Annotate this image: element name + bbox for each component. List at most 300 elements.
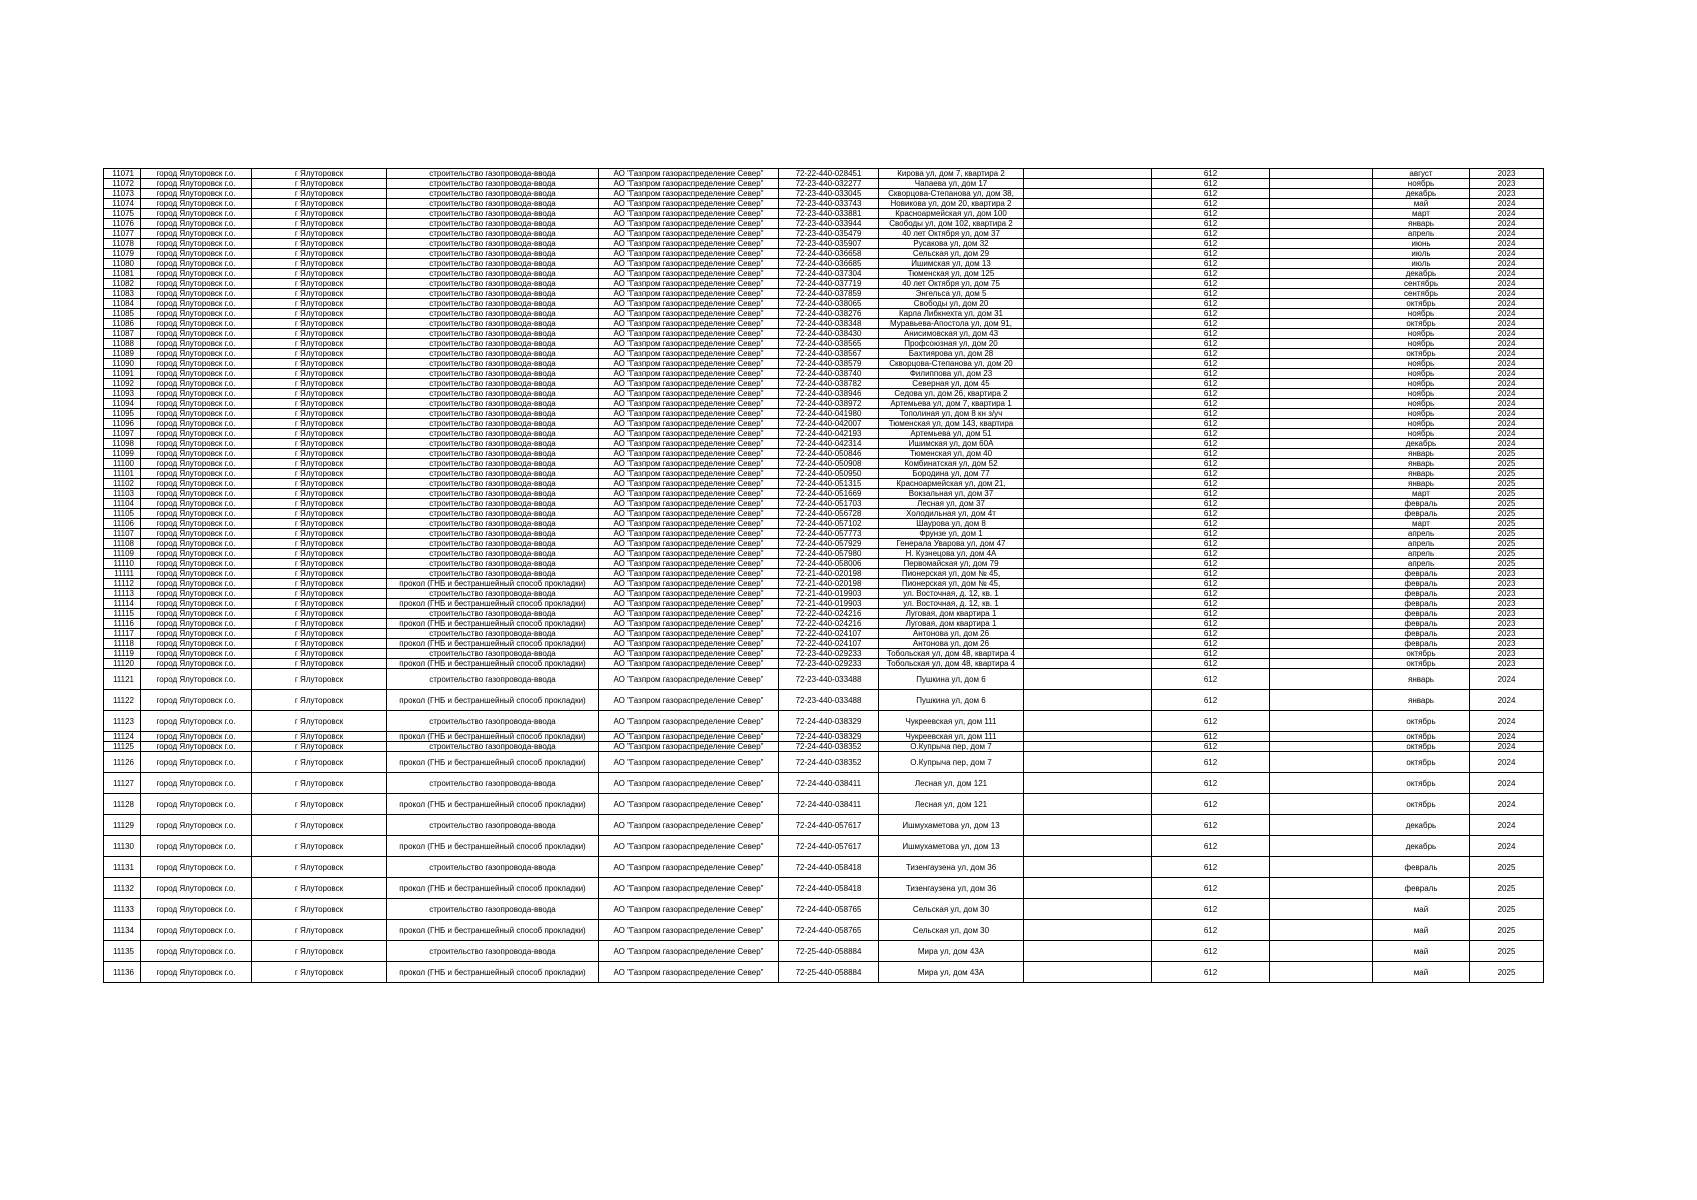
cell-municipality: город Ялуторовск г.о.: [141, 941, 252, 962]
cell-address: Пионерская ул, дом № 45,: [879, 579, 1024, 589]
cell-year: 2025: [1470, 920, 1544, 941]
cell-settlement: г Ялуторовск: [252, 399, 387, 409]
cell-municipality: город Ялуторовск г.о.: [141, 259, 252, 269]
cell-empty-col-b: [1270, 857, 1373, 878]
cell-settlement: г Ялуторовск: [252, 742, 387, 752]
cell-settlement: г Ялуторовск: [252, 609, 387, 619]
cell-settlement: г Ялуторовск: [252, 349, 387, 359]
cell-request-number: 72-24-440-038782: [779, 379, 879, 389]
cell-empty-col-b: [1270, 189, 1373, 199]
cell-empty-col-b: [1270, 299, 1373, 309]
cell-organization: АО "Газпром газораспределение Север": [599, 509, 779, 519]
cell-row-number: 11089: [104, 349, 141, 359]
cell-empty-col-a: [1024, 349, 1152, 359]
cell-work-type: прокол (ГНБ и бестраншейный способ прокладки): [387, 732, 599, 742]
cell-organization: АО "Газпром газораспределение Север": [599, 639, 779, 649]
cell-year: 2025: [1470, 489, 1544, 499]
cell-row-number: 11095: [104, 409, 141, 419]
cell-year: 2023: [1470, 629, 1544, 639]
cell-empty-col-b: [1270, 239, 1373, 249]
cell-month: февраль: [1373, 619, 1470, 629]
cell-request-number: 72-23-440-033881: [779, 209, 879, 219]
cell-municipality: город Ялуторовск г.о.: [141, 179, 252, 189]
cell-address: Пионерская ул, дом № 45,: [879, 569, 1024, 579]
cell-year: 2024: [1470, 836, 1544, 857]
cell-settlement: г Ялуторовск: [252, 249, 387, 259]
cell-value: 612: [1152, 399, 1270, 409]
cell-year: 2025: [1470, 519, 1544, 529]
cell-value: 612: [1152, 359, 1270, 369]
cell-settlement: г Ялуторовск: [252, 836, 387, 857]
cell-request-number: 72-24-440-058765: [779, 899, 879, 920]
cell-empty-col-a: [1024, 899, 1152, 920]
cell-year: 2024: [1470, 229, 1544, 239]
cell-month: декабрь: [1373, 815, 1470, 836]
cell-row-number: 11081: [104, 269, 141, 279]
table-row: [104, 742, 1544, 752]
cell-year: 2024: [1470, 199, 1544, 209]
cell-municipality: город Ялуторовск г.о.: [141, 379, 252, 389]
cell-row-number: 11106: [104, 519, 141, 529]
cell-organization: АО "Газпром газораспределение Север": [599, 742, 779, 752]
cell-row-number: 11093: [104, 389, 141, 399]
cell-municipality: город Ялуторовск г.о.: [141, 794, 252, 815]
cell-work-type: строительство газопровода-ввода: [387, 249, 599, 259]
table-row: [104, 519, 1544, 529]
cell-address: 40 лет Октября ул, дом 75: [879, 279, 1024, 289]
cell-month: февраль: [1373, 609, 1470, 619]
cell-address: Тобольская ул, дом 48, квартира 4: [879, 649, 1024, 659]
cell-empty-col-a: [1024, 299, 1152, 309]
cell-request-number: 72-24-440-057980: [779, 549, 879, 559]
cell-request-number: 72-24-440-058418: [779, 878, 879, 899]
cell-request-number: 72-23-440-033488: [779, 690, 879, 711]
cell-work-type: строительство газопровода-ввода: [387, 289, 599, 299]
cell-year: 2024: [1470, 309, 1544, 319]
cell-year: 2024: [1470, 379, 1544, 389]
cell-settlement: г Ялуторовск: [252, 459, 387, 469]
cell-empty-col-b: [1270, 815, 1373, 836]
cell-work-type: строительство газопровода-ввода: [387, 742, 599, 752]
cell-work-type: прокол (ГНБ и бестраншейный способ прокладки): [387, 878, 599, 899]
cell-empty-col-a: [1024, 169, 1152, 179]
cell-settlement: г Ялуторовск: [252, 279, 387, 289]
cell-empty-col-a: [1024, 690, 1152, 711]
cell-address: Тюменская ул, дом 40: [879, 449, 1024, 459]
cell-empty-col-b: [1270, 920, 1373, 941]
cell-value: 612: [1152, 449, 1270, 459]
cell-empty-col-b: [1270, 899, 1373, 920]
cell-value: 612: [1152, 609, 1270, 619]
cell-empty-col-a: [1024, 549, 1152, 559]
cell-year: 2023: [1470, 579, 1544, 589]
cell-settlement: г Ялуторовск: [252, 920, 387, 941]
cell-empty-col-b: [1270, 529, 1373, 539]
cell-row-number: 11136: [104, 962, 141, 983]
cell-request-number: 72-22-440-028451: [779, 169, 879, 179]
cell-municipality: город Ялуторовск г.о.: [141, 559, 252, 569]
cell-year: 2024: [1470, 349, 1544, 359]
cell-organization: АО "Газпром газораспределение Север": [599, 279, 779, 289]
cell-empty-col-a: [1024, 629, 1152, 639]
cell-year: 2025: [1470, 539, 1544, 549]
cell-year: 2024: [1470, 209, 1544, 219]
cell-settlement: г Ялуторовск: [252, 319, 387, 329]
cell-row-number: 11099: [104, 449, 141, 459]
cell-organization: АО "Газпром газораспределение Север": [599, 479, 779, 489]
table-row: [104, 639, 1544, 649]
cell-request-number: 72-24-440-050908: [779, 459, 879, 469]
cell-empty-col-b: [1270, 459, 1373, 469]
cell-empty-col-a: [1024, 479, 1152, 489]
cell-year: 2024: [1470, 742, 1544, 752]
cell-row-number: 11129: [104, 815, 141, 836]
table-row: [104, 259, 1544, 269]
cell-row-number: 11091: [104, 369, 141, 379]
cell-value: 612: [1152, 209, 1270, 219]
cell-work-type: строительство газопровода-ввода: [387, 499, 599, 509]
cell-work-type: строительство газопровода-ввода: [387, 489, 599, 499]
cell-row-number: 11071: [104, 169, 141, 179]
cell-municipality: город Ялуторовск г.о.: [141, 219, 252, 229]
cell-work-type: строительство газопровода-ввода: [387, 169, 599, 179]
table-row: [104, 169, 1544, 179]
cell-row-number: 11077: [104, 229, 141, 239]
cell-year: 2024: [1470, 752, 1544, 773]
cell-value: 612: [1152, 439, 1270, 449]
cell-settlement: г Ялуторовск: [252, 519, 387, 529]
cell-value: 612: [1152, 899, 1270, 920]
cell-municipality: город Ялуторовск г.о.: [141, 389, 252, 399]
cell-row-number: 11113: [104, 589, 141, 599]
cell-request-number: 72-23-440-035479: [779, 229, 879, 239]
cell-empty-col-b: [1270, 379, 1373, 389]
cell-address: Артемьева ул, дом 7, квартира 1: [879, 399, 1024, 409]
table-row: [104, 669, 1544, 690]
cell-municipality: город Ялуторовск г.о.: [141, 209, 252, 219]
table-row: [104, 920, 1544, 941]
cell-address: Генерала Уварова ул, дом 47: [879, 539, 1024, 549]
cell-empty-col-b: [1270, 399, 1373, 409]
cell-year: 2025: [1470, 509, 1544, 519]
cell-work-type: строительство газопровода-ввода: [387, 219, 599, 229]
cell-empty-col-a: [1024, 539, 1152, 549]
cell-month: декабрь: [1373, 439, 1470, 449]
cell-request-number: 72-24-440-057773: [779, 529, 879, 539]
cell-municipality: город Ялуторовск г.о.: [141, 499, 252, 509]
cell-month: ноябрь: [1373, 179, 1470, 189]
cell-municipality: город Ялуторовск г.о.: [141, 899, 252, 920]
cell-organization: АО "Газпром газораспределение Север": [599, 309, 779, 319]
cell-work-type: строительство газопровода-ввода: [387, 389, 599, 399]
cell-empty-col-a: [1024, 259, 1152, 269]
cell-work-type: строительство газопровода-ввода: [387, 279, 599, 289]
cell-row-number: 11121: [104, 669, 141, 690]
cell-settlement: г Ялуторовск: [252, 449, 387, 459]
cell-work-type: строительство газопровода-ввода: [387, 519, 599, 529]
cell-month: май: [1373, 199, 1470, 209]
cell-month: октябрь: [1373, 319, 1470, 329]
cell-organization: АО "Газпром газораспределение Север": [599, 499, 779, 509]
cell-work-type: прокол (ГНБ и бестраншейный способ прокладки): [387, 836, 599, 857]
cell-row-number: 11120: [104, 659, 141, 669]
cell-value: 612: [1152, 339, 1270, 349]
cell-request-number: 72-24-440-058418: [779, 857, 879, 878]
table-row: [104, 690, 1544, 711]
cell-work-type: прокол (ГНБ и бестраншейный способ прокладки): [387, 619, 599, 629]
cell-value: 612: [1152, 752, 1270, 773]
table-row: [104, 857, 1544, 878]
cell-row-number: 11100: [104, 459, 141, 469]
cell-empty-col-b: [1270, 509, 1373, 519]
cell-settlement: г Ялуторовск: [252, 857, 387, 878]
cell-year: 2024: [1470, 711, 1544, 732]
cell-organization: АО "Газпром газораспределение Север": [599, 229, 779, 239]
cell-year: 2023: [1470, 179, 1544, 189]
cell-year: 2023: [1470, 619, 1544, 629]
cell-organization: АО "Газпром газораспределение Север": [599, 878, 779, 899]
cell-row-number: 11124: [104, 732, 141, 742]
cell-work-type: строительство газопровода-ввода: [387, 309, 599, 319]
cell-municipality: город Ялуторовск г.о.: [141, 279, 252, 289]
table-row: [104, 379, 1544, 389]
cell-settlement: г Ялуторовск: [252, 539, 387, 549]
cell-year: 2024: [1470, 669, 1544, 690]
cell-value: 612: [1152, 649, 1270, 659]
cell-organization: АО "Газпром газораспределение Север": [599, 629, 779, 639]
cell-municipality: город Ялуторовск г.о.: [141, 857, 252, 878]
cell-value: 612: [1152, 419, 1270, 429]
cell-organization: АО "Газпром газораспределение Север": [599, 773, 779, 794]
cell-address: Фрунзе ул, дом 1: [879, 529, 1024, 539]
cell-empty-col-b: [1270, 199, 1373, 209]
cell-empty-col-a: [1024, 669, 1152, 690]
cell-work-type: строительство газопровода-ввода: [387, 259, 599, 269]
cell-organization: АО "Газпром газораспределение Север": [599, 836, 779, 857]
cell-month: январь: [1373, 219, 1470, 229]
cell-empty-col-a: [1024, 379, 1152, 389]
cell-request-number: 72-23-440-033045: [779, 189, 879, 199]
cell-work-type: строительство газопровода-ввода: [387, 359, 599, 369]
cell-empty-col-a: [1024, 499, 1152, 509]
cell-request-number: 72-24-440-038065: [779, 299, 879, 309]
table-row: [104, 459, 1544, 469]
cell-empty-col-a: [1024, 659, 1152, 669]
cell-empty-col-a: [1024, 179, 1152, 189]
cell-work-type: строительство газопровода-ввода: [387, 815, 599, 836]
cell-municipality: город Ялуторовск г.о.: [141, 599, 252, 609]
cell-request-number: 72-23-440-029233: [779, 659, 879, 669]
table-row: [104, 619, 1544, 629]
cell-month: февраль: [1373, 599, 1470, 609]
cell-settlement: г Ялуторовск: [252, 815, 387, 836]
table-row: [104, 249, 1544, 259]
cell-address: Ишимская ул, дом 13: [879, 259, 1024, 269]
cell-year: 2024: [1470, 279, 1544, 289]
cell-year: 2023: [1470, 609, 1544, 619]
cell-month: май: [1373, 941, 1470, 962]
cell-empty-col-a: [1024, 742, 1152, 752]
cell-empty-col-a: [1024, 459, 1152, 469]
cell-work-type: строительство газопровода-ввода: [387, 199, 599, 209]
cell-municipality: город Ялуторовск г.о.: [141, 569, 252, 579]
cell-request-number: 72-24-440-056728: [779, 509, 879, 519]
cell-value: 612: [1152, 962, 1270, 983]
cell-year: 2024: [1470, 399, 1544, 409]
cell-empty-col-b: [1270, 690, 1373, 711]
cell-row-number: 11084: [104, 299, 141, 309]
cell-year: 2024: [1470, 732, 1544, 742]
cell-request-number: 72-25-440-058884: [779, 941, 879, 962]
cell-empty-col-b: [1270, 279, 1373, 289]
table-row: [104, 962, 1544, 983]
cell-month: ноябрь: [1373, 379, 1470, 389]
table-row: [104, 489, 1544, 499]
cell-month: сентябрь: [1373, 289, 1470, 299]
cell-address: Муравьева-Апостола ул, дом 91,: [879, 319, 1024, 329]
cell-settlement: г Ялуторовск: [252, 690, 387, 711]
cell-municipality: город Ялуторовск г.о.: [141, 878, 252, 899]
cell-work-type: строительство газопровода-ввода: [387, 629, 599, 639]
cell-value: 612: [1152, 815, 1270, 836]
cell-address: Сельская ул, дом 30: [879, 920, 1024, 941]
cell-year: 2024: [1470, 690, 1544, 711]
cell-value: 612: [1152, 329, 1270, 339]
cell-work-type: прокол (ГНБ и бестраншейный способ прокладки): [387, 579, 599, 589]
cell-settlement: г Ялуторовск: [252, 499, 387, 509]
cell-settlement: г Ялуторовск: [252, 269, 387, 279]
cell-municipality: город Ялуторовск г.о.: [141, 539, 252, 549]
cell-year: 2024: [1470, 299, 1544, 309]
cell-address: Антонова ул, дом 26: [879, 639, 1024, 649]
cell-row-number: 11134: [104, 920, 141, 941]
cell-value: 612: [1152, 199, 1270, 209]
cell-empty-col-a: [1024, 529, 1152, 539]
cell-settlement: г Ялуторовск: [252, 429, 387, 439]
cell-row-number: 11110: [104, 559, 141, 569]
cell-work-type: строительство газопровода-ввода: [387, 299, 599, 309]
cell-request-number: 72-24-440-038740: [779, 369, 879, 379]
cell-row-number: 11096: [104, 419, 141, 429]
cell-year: 2024: [1470, 329, 1544, 339]
cell-organization: АО "Газпром газораспределение Север": [599, 599, 779, 609]
cell-month: октябрь: [1373, 299, 1470, 309]
cell-empty-col-a: [1024, 309, 1152, 319]
cell-municipality: город Ялуторовск г.о.: [141, 299, 252, 309]
cell-municipality: город Ялуторовск г.о.: [141, 629, 252, 639]
cell-address: Ишмухаметова ул, дом 13: [879, 815, 1024, 836]
cell-organization: АО "Газпром газораспределение Север": [599, 389, 779, 399]
cell-month: октябрь: [1373, 794, 1470, 815]
cell-municipality: город Ялуторовск г.о.: [141, 229, 252, 239]
cell-address: Тюменская ул, дом 125: [879, 269, 1024, 279]
cell-month: ноябрь: [1373, 399, 1470, 409]
cell-organization: АО "Газпром газораспределение Север": [599, 794, 779, 815]
cell-row-number: 11127: [104, 773, 141, 794]
table-row: [104, 229, 1544, 239]
table-row: [104, 299, 1544, 309]
table-row: [104, 369, 1544, 379]
cell-month: июнь: [1373, 239, 1470, 249]
cell-value: 612: [1152, 559, 1270, 569]
cell-work-type: строительство газопровода-ввода: [387, 379, 599, 389]
cell-month: апрель: [1373, 529, 1470, 539]
cell-value: 612: [1152, 459, 1270, 469]
cell-municipality: город Ялуторовск г.о.: [141, 649, 252, 659]
cell-address: Филиппова ул, дом 23: [879, 369, 1024, 379]
cell-organization: АО "Газпром газораспределение Север": [599, 539, 779, 549]
cell-row-number: 11132: [104, 878, 141, 899]
cell-municipality: город Ялуторовск г.о.: [141, 249, 252, 259]
cell-request-number: 72-24-440-057617: [779, 836, 879, 857]
cell-address: Свободы ул, дом 20: [879, 299, 1024, 309]
cell-value: 612: [1152, 669, 1270, 690]
table-row: [104, 773, 1544, 794]
cell-year: 2023: [1470, 589, 1544, 599]
cell-month: ноябрь: [1373, 389, 1470, 399]
cell-month: февраль: [1373, 639, 1470, 649]
cell-year: 2023: [1470, 569, 1544, 579]
cell-row-number: 11115: [104, 609, 141, 619]
cell-organization: АО "Газпром газораспределение Север": [599, 690, 779, 711]
cell-municipality: город Ялуторовск г.о.: [141, 742, 252, 752]
cell-value: 612: [1152, 299, 1270, 309]
cell-empty-col-a: [1024, 489, 1152, 499]
cell-request-number: 72-24-440-038348: [779, 319, 879, 329]
cell-work-type: прокол (ГНБ и бестраншейный способ прокладки): [387, 599, 599, 609]
cell-month: июль: [1373, 259, 1470, 269]
cell-row-number: 11105: [104, 509, 141, 519]
cell-municipality: город Ялуторовск г.о.: [141, 419, 252, 429]
cell-work-type: строительство газопровода-ввода: [387, 409, 599, 419]
cell-empty-col-b: [1270, 179, 1373, 189]
cell-request-number: 72-23-440-033743: [779, 199, 879, 209]
cell-year: 2024: [1470, 239, 1544, 249]
cell-settlement: г Ялуторовск: [252, 589, 387, 599]
cell-organization: АО "Газпром газораспределение Север": [599, 579, 779, 589]
cell-month: январь: [1373, 690, 1470, 711]
cell-municipality: город Ялуторовск г.о.: [141, 549, 252, 559]
table-row: [104, 359, 1544, 369]
cell-address: Северная ул, дом 45: [879, 379, 1024, 389]
cell-row-number: 11119: [104, 649, 141, 659]
cell-empty-col-a: [1024, 639, 1152, 649]
cell-empty-col-b: [1270, 349, 1373, 359]
cell-municipality: город Ялуторовск г.о.: [141, 369, 252, 379]
cell-settlement: г Ялуторовск: [252, 299, 387, 309]
cell-value: 612: [1152, 920, 1270, 941]
cell-empty-col-a: [1024, 419, 1152, 429]
cell-organization: АО "Газпром газораспределение Север": [599, 711, 779, 732]
cell-work-type: строительство газопровода-ввода: [387, 549, 599, 559]
cell-address: Пушкина ул, дом 6: [879, 690, 1024, 711]
cell-empty-col-b: [1270, 499, 1373, 509]
table-row: [104, 279, 1544, 289]
cell-address: Ишмухаметова ул, дом 13: [879, 836, 1024, 857]
cell-empty-col-a: [1024, 732, 1152, 742]
cell-work-type: строительство газопровода-ввода: [387, 449, 599, 459]
cell-year: 2024: [1470, 409, 1544, 419]
cell-work-type: строительство газопровода-ввода: [387, 459, 599, 469]
cell-row-number: 11102: [104, 479, 141, 489]
cell-request-number: 72-21-440-019903: [779, 589, 879, 599]
cell-year: 2024: [1470, 773, 1544, 794]
cell-value: 612: [1152, 519, 1270, 529]
cell-month: ноябрь: [1373, 309, 1470, 319]
cell-municipality: город Ялуторовск г.о.: [141, 319, 252, 329]
cell-request-number: 72-22-440-024216: [779, 609, 879, 619]
cell-municipality: город Ялуторовск г.о.: [141, 269, 252, 279]
